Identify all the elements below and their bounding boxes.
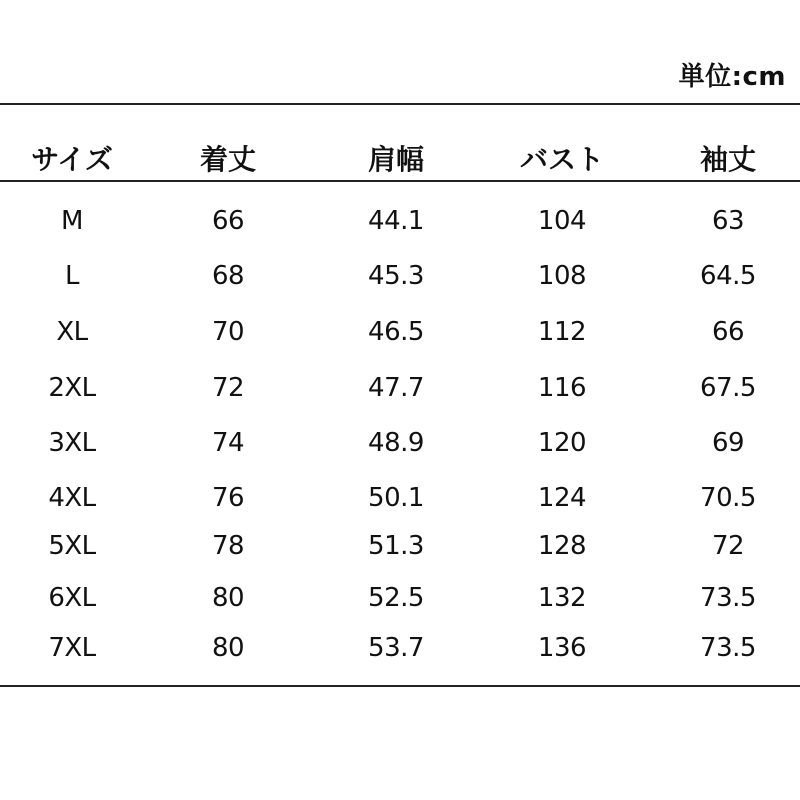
cell-size: 4XL xyxy=(48,483,96,513)
cell-sleeve: 66 xyxy=(711,317,745,347)
cell-bust: 116 xyxy=(537,373,587,403)
cell-sleeve: 73.5 xyxy=(700,583,756,613)
top-rule xyxy=(0,103,800,105)
table-row xyxy=(0,428,800,468)
table-row xyxy=(0,633,800,673)
table-row xyxy=(0,531,800,571)
cell-bust: 104 xyxy=(537,206,587,236)
table-header-row xyxy=(0,138,800,178)
table-row xyxy=(0,583,800,623)
cell-sleeve: 72 xyxy=(711,531,745,561)
cell-bust: 108 xyxy=(537,261,587,291)
cell-shoulder: 46.5 xyxy=(368,317,424,347)
cell-bust: 136 xyxy=(537,633,587,663)
cell-length: 74 xyxy=(211,428,245,458)
table-row xyxy=(0,261,800,301)
cell-shoulder: 45.3 xyxy=(368,261,424,291)
cell-shoulder: 47.7 xyxy=(368,373,424,403)
header-bust: バスト xyxy=(519,143,604,176)
cell-size: 6XL xyxy=(48,583,96,613)
cell-size: 3XL xyxy=(48,428,96,458)
cell-length: 66 xyxy=(211,206,245,236)
cell-size: 5XL xyxy=(48,531,96,561)
cell-shoulder: 52.5 xyxy=(368,583,424,613)
cell-length: 72 xyxy=(211,373,245,403)
table-row xyxy=(0,317,800,357)
cell-size: L xyxy=(65,261,79,291)
cell-sleeve: 69 xyxy=(711,428,745,458)
cell-sleeve: 70.5 xyxy=(700,483,756,513)
cell-sleeve: 64.5 xyxy=(700,261,756,291)
cell-shoulder: 44.1 xyxy=(368,206,424,236)
cell-size: XL xyxy=(56,317,88,347)
cell-length: 68 xyxy=(211,261,245,291)
header-rule xyxy=(0,180,800,182)
cell-sleeve: 63 xyxy=(711,206,745,236)
cell-bust: 132 xyxy=(537,583,587,613)
cell-shoulder: 50.1 xyxy=(368,483,424,513)
cell-shoulder: 53.7 xyxy=(368,633,424,663)
cell-length: 80 xyxy=(211,633,245,663)
cell-bust: 128 xyxy=(537,531,587,561)
header-size: サイズ xyxy=(31,143,113,176)
table-row xyxy=(0,483,800,523)
cell-bust: 124 xyxy=(537,483,587,513)
cell-size: M xyxy=(61,206,83,236)
cell-shoulder: 51.3 xyxy=(368,531,424,561)
cell-sleeve: 67.5 xyxy=(700,373,756,403)
header-length: 着丈 xyxy=(199,143,256,176)
table-row xyxy=(0,206,800,246)
unit-label: 単位:cm xyxy=(678,62,786,92)
cell-length: 78 xyxy=(211,531,245,561)
cell-size: 7XL xyxy=(48,633,96,663)
cell-bust: 112 xyxy=(537,317,587,347)
cell-size: 2XL xyxy=(48,373,96,403)
bottom-rule xyxy=(0,685,800,687)
cell-shoulder: 48.9 xyxy=(368,428,424,458)
header-sleeve: 袖丈 xyxy=(699,143,756,176)
header-shoulder: 肩幅 xyxy=(367,143,424,176)
cell-length: 70 xyxy=(211,317,245,347)
table-row xyxy=(0,373,800,413)
cell-length: 76 xyxy=(211,483,245,513)
cell-bust: 120 xyxy=(537,428,587,458)
cell-length: 80 xyxy=(211,583,245,613)
cell-sleeve: 73.5 xyxy=(700,633,756,663)
